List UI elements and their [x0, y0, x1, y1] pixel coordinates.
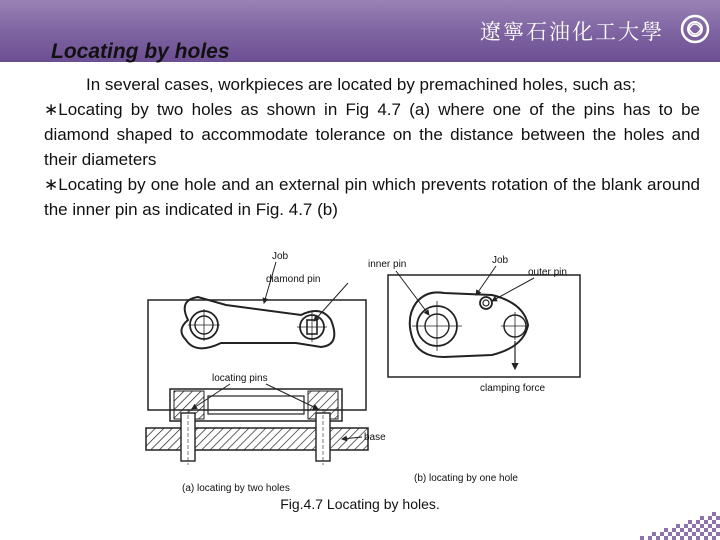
label-outer-pin: outer pin: [528, 267, 567, 278]
locating-by-holes-figure: [126, 245, 594, 495]
label-clamping-force: clamping force: [480, 383, 546, 394]
diagram-b: [368, 255, 580, 484]
label-locating-pins: locating pins: [212, 373, 268, 384]
caption-a: (a) locating by two holes: [182, 483, 290, 494]
bullet-marker: ∗: [44, 175, 59, 194]
label-diamond-pin: diamond pin: [266, 274, 321, 285]
figure-drawing: [126, 245, 594, 495]
diagram-a-top-view: [148, 251, 366, 410]
bullet-item: [44, 97, 700, 172]
slide-body: [44, 72, 700, 222]
caption-b: (b) locating by one hole: [414, 473, 518, 484]
bullet-marker: ∗: [44, 100, 59, 119]
label-job-a: Job: [272, 251, 289, 262]
label-base: base: [364, 432, 386, 443]
label-job-b: Job: [492, 255, 509, 266]
university-seal-icon: [680, 14, 710, 44]
decorative-checker-pattern: [640, 500, 720, 540]
slide-title: Locating by holes: [51, 40, 230, 63]
figure-caption: Fig.4.7 Locating by holes.: [280, 496, 440, 512]
diagram-a-section-view: [146, 373, 386, 494]
university-name: 遼寧石油化工大學: [480, 20, 664, 44]
bullet-item: [44, 172, 700, 222]
intro-paragraph: In several cases, workpieces are located by premachined holes, such as;: [86, 75, 636, 94]
bullet-text: Locating by one hole and an external pin which prevents rotation of the blank around the inner pin as indicated in Fig. 4.7 (b): [44, 175, 700, 219]
label-inner-pin: inner pin: [368, 259, 407, 270]
bullet-text: Locating by two holes as shown in Fig 4.7 (a) where one of the pins has to be diamond shaped to accommodate tolerance on the distance between the holes and their diameters: [44, 100, 700, 169]
